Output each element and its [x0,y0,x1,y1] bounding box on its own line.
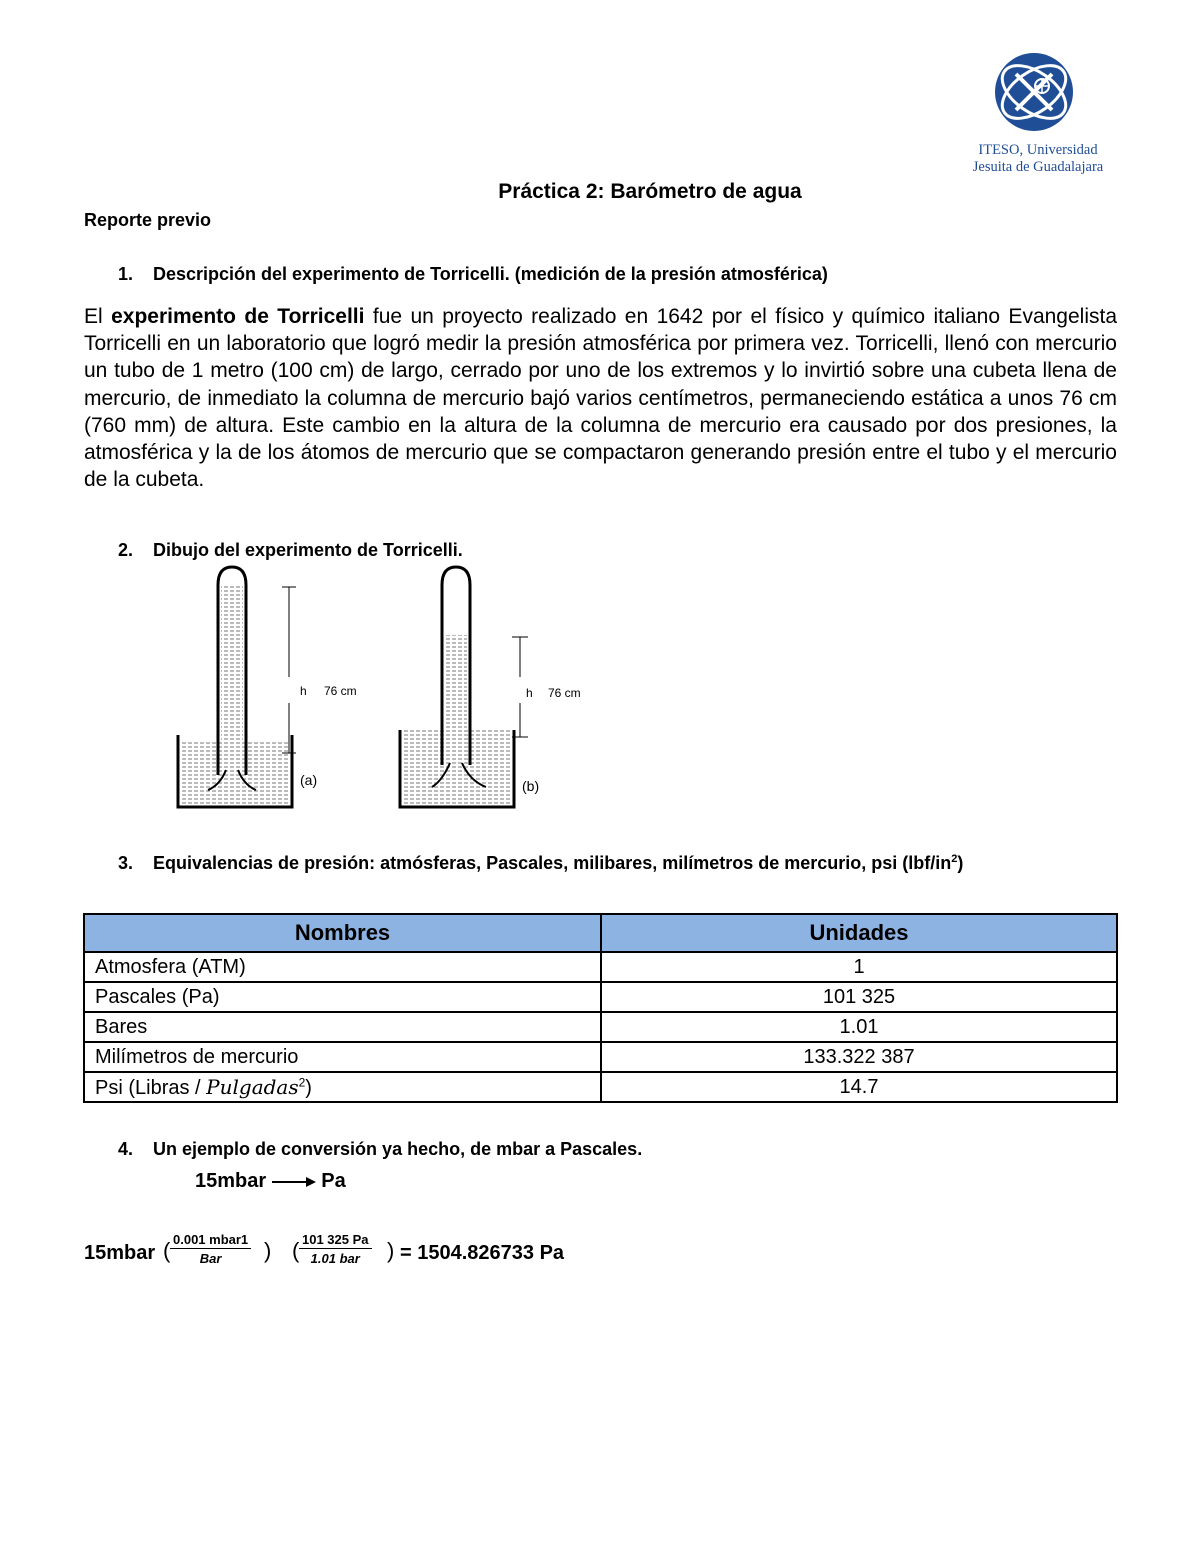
table-cell-name: Pascales (Pa) [84,982,601,1012]
panel-b-height-label: 76 cm [548,686,581,700]
fraction-1-denominator: Bar [199,1251,222,1266]
panel-b-h-label: h [526,686,533,700]
iteso-logo [958,52,1118,182]
section-subtitle: Reporte previo [84,210,212,230]
paren-open-2: ( [292,1238,300,1263]
torricelli-drawing [170,565,600,815]
table-row [84,1042,1117,1072]
table-cell-value: 1 [601,952,1117,982]
paren-close-1: ) [264,1238,272,1263]
fraction-1 [170,1232,251,1266]
panel-b-label: (b) [522,778,540,794]
para-rest: fue un proyecto realizado en 1642 por el físico y químico italiano Evangelista Torricelli en un laboratorio que logró medir la presión atmosférica por primera vez. Torricelli, llenó con mercurio un tubo de 1 metro (100 cm) de largo, cerrado por uno de los extremos y lo invirtió sobre una cubeta llena de mercurio, de inmediato la columna de mercurio bajó varios centímetros, permaneciendo estática a unos 76 cm (760 mm) de altura. Este cambio en la altura de la columna de mercurio era causado por dos presiones, la atmosférica y la de los átomos de mercurio que se compactaron generando presión entre el tubo y el mercurio de la cubeta. [84,305,1118,492]
conversion-header [195,1170,346,1193]
question-4-number: 4. [118,1139,134,1159]
fraction-1-numerator: 0.001 mbar1 [170,1232,251,1249]
para-bold: experimento de Torricelli [111,305,365,328]
table-cell-value: 14.7 [601,1072,1117,1102]
table-row [84,952,1117,982]
paren-open-1: ( [163,1238,171,1263]
fraction-2-denominator: 1.01 bar [310,1251,360,1266]
question-1-text: Descripción del experimento de Torricelli. (medición de la presión atmosférica) [153,264,828,284]
table-cell-name: Bares [84,1012,601,1042]
conversion-equation [84,1230,784,1280]
fraction-2-numerator: 101 325 Pa [299,1232,372,1249]
table-cell-name: Milímetros de mercurio [84,1042,601,1072]
question-3-sup: 2 [951,853,958,865]
panel-a [178,567,357,807]
panel-a-h-label: h [300,684,307,698]
question-2-text: Dibujo del experimento de Torricelli. [153,540,463,560]
table-row [84,1012,1117,1042]
question-3-text [153,853,963,874]
panel-a-height-label: 76 cm [324,684,357,698]
table-header-names: Nombres [84,914,601,952]
table-row [84,982,1117,1012]
torricelli-figure [170,565,600,815]
table-cell-name: Atmosfera (ATM) [84,952,601,982]
psi-unit: Pulgadas [206,1074,299,1099]
question-3-main: Equivalencias de presión: atmósferas, Pascales, milibares, milímetros de mercurio, psi (lbf/in [153,853,952,873]
question-3-number: 3. [118,853,134,873]
iteso-emblem-icon [958,52,1118,142]
paren-close-2: ) [387,1238,395,1263]
logo-name-line1: ITESO, Universidad [978,142,1098,158]
panel-a-label: (a) [300,772,318,788]
table-cell-name [84,1072,601,1102]
equation-result: = 1504.826733 Pa [400,1242,565,1264]
psi-prefix: Psi (Libras / [95,1076,207,1099]
table-cell-value: 133.322 387 [601,1042,1117,1072]
psi-suffix: ) [305,1076,312,1099]
panel-b [400,567,581,807]
fraction-2 [299,1232,372,1266]
psi-sup: 2 [298,1074,306,1089]
arrow-right-icon [272,1175,316,1189]
torricelli-description [84,303,1117,493]
question-4-text: Un ejemplo de conversión ya hecho, de mbar a Pascales. [153,1139,643,1159]
para-lead: El [84,305,103,328]
table-cell-value: 1.01 [601,1012,1117,1042]
conversion-to: Pa [321,1170,346,1192]
equation-lhs: 15mbar [84,1242,156,1264]
table-cell-value: 101 325 [601,982,1117,1012]
table-header-row [84,914,1117,952]
table-header-units: Unidades [601,914,1117,952]
table-row [84,1072,1117,1102]
question-1-number: 1. [118,264,134,284]
conversion-from: 15mbar [195,1170,267,1192]
logo-name-line2: Jesuita de Guadalajara [972,159,1104,175]
question-3-close: ) [957,853,964,873]
question-2-number: 2. [118,540,134,560]
page-title: Práctica 2: Barómetro de agua [498,180,802,203]
pressure-equivalence-table [83,913,1118,1103]
